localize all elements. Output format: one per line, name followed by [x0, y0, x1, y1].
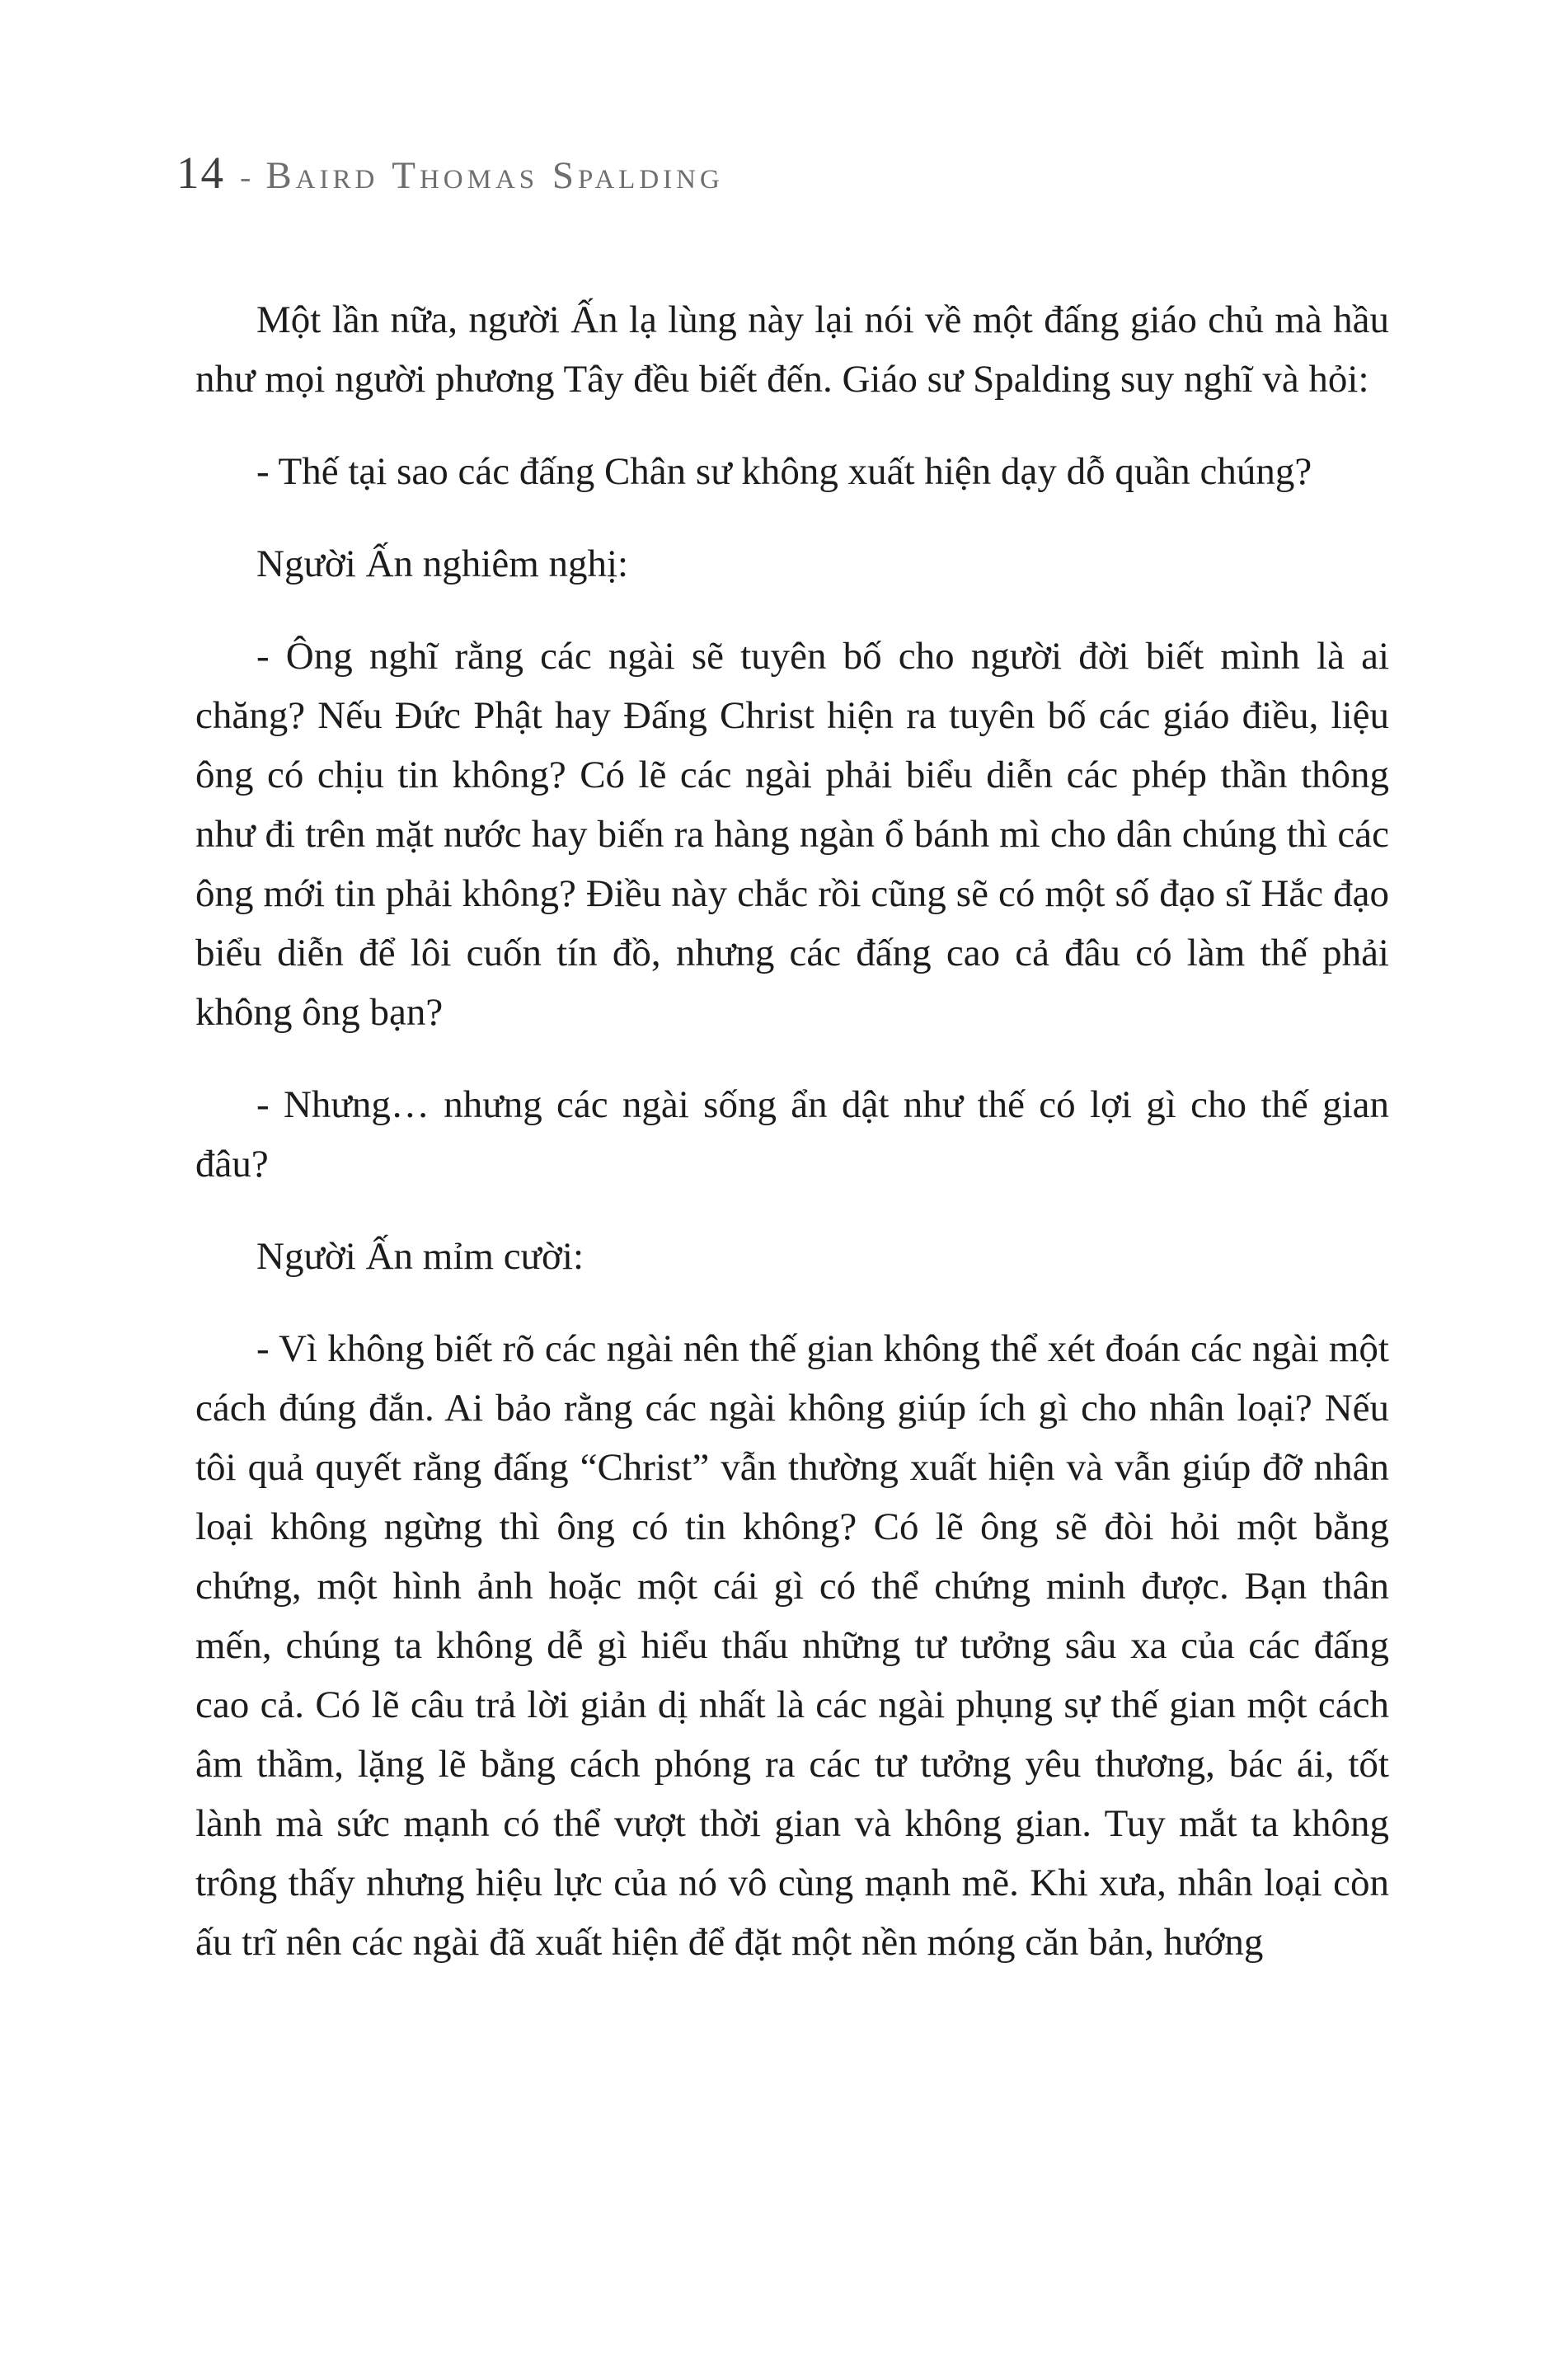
- paragraph-intro: Một lần nữa, người Ấn lạ lùng này lại nói về một đấng giáo chủ mà hầu như mọi người phương Tây đều biết đến. Giáo sư Spalding suy nghĩ và hỏi:: [195, 298, 1389, 401]
- paragraph-indian-smiles: Người Ấn mỉm cười:: [256, 1235, 584, 1278]
- paragraph-reply-miracles: - Ông nghĩ rằng các ngài sẽ tuyên bố cho người đời biết mình là ai chăng? Nếu Đức Phật hay Đấng Christ hiện ra tuyên bố các giáo điều, liệu ông có chịu tin không? Có lẽ các ngài phải biểu diễn các phép thần thông như đi trên mặt nước hay biến ra hàng ngàn ổ bánh mì cho dân chúng thì các ông mới tin phải không? Điều này chắc rồi cũng sẽ có một số đạo sĩ Hắc đạo biểu diễn để lôi cuốn tín đồ, nhưng các đấng cao cả đâu có làm thế phải không ông bạn?: [195, 635, 1389, 1034]
- paragraph-question-masters: - Thế tại sao các đấng Chân sư không xuất hiện dạy dỗ quần chúng?: [256, 450, 1312, 493]
- page-body: [195, 290, 1389, 1972]
- header-separator: -: [240, 158, 251, 195]
- running-title: Baird Thomas Spalding: [265, 154, 724, 197]
- paragraph-indian-serious: Người Ấn nghiêm nghị:: [256, 542, 629, 585]
- paragraph-question-hermits: - Nhưng… nhưng các ngài sống ẩn dật như thế có lợi gì cho thế gian đâu?: [195, 1083, 1389, 1186]
- running-header: [176, 147, 724, 199]
- paragraph-reply-christ: - Vì không biết rõ các ngài nên thế gian không thể xét đoán các ngài một cách đúng đắn. Ai bảo rằng các ngài không giúp ích gì cho nhân loại? Nếu tôi quả quyết rằng đấng “Christ” vẫn thường xuất hiện và vẫn giúp đỡ nhân loại không ngừng thì ông có tin không? Có lẽ ông sẽ đòi hỏi một bằng chứng, một hình ảnh hoặc một cái gì có thể chứng minh được. Bạn thân mến, chúng ta không dễ gì hiểu thấu những tư tưởng sâu xa của các đấng cao cả. Có lẽ câu trả lời giản dị nhất là các ngài phụng sự thế gian một cách âm thầm, lặng lẽ bằng cách phóng ra các tư tưởng yêu thương, bác ái, tốt lành mà sức mạnh có thể vượt thời gian và không gian. Tuy mắt ta không trông thấy nhưng hiệu lực của nó vô cùng mạnh mẽ. Khi xưa, nhân loại còn ấu trĩ nên các ngài đã xuất hiện để đặt một nền móng căn bản, hướng: [195, 1327, 1389, 1964]
- page-number: 14: [176, 148, 225, 198]
